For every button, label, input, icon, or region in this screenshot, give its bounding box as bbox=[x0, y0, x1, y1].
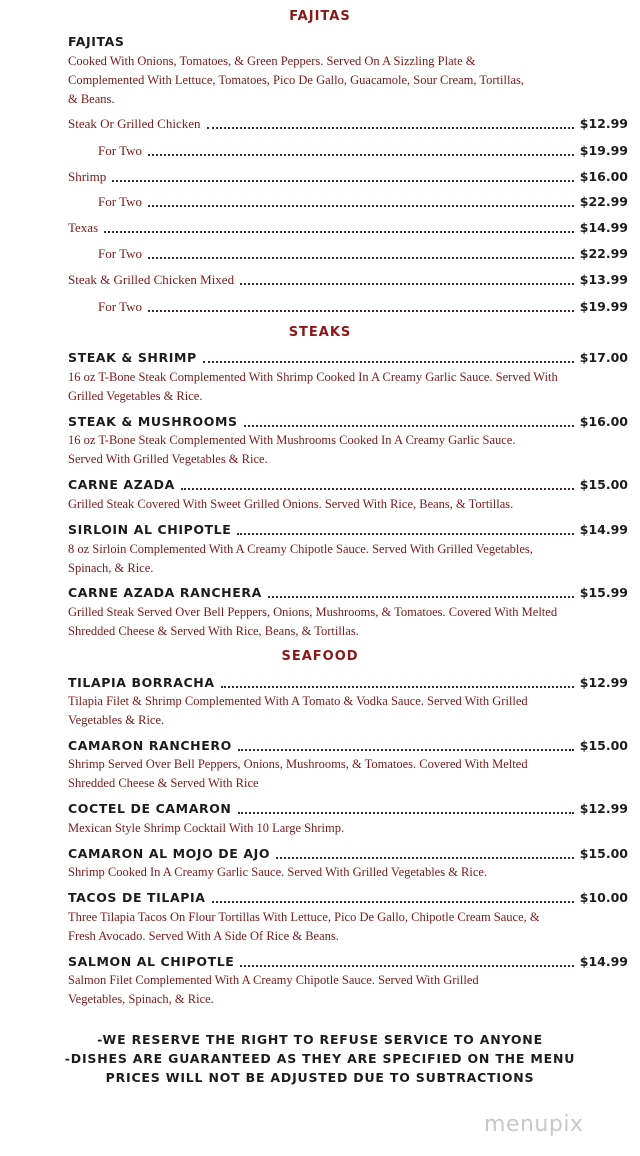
menu-item bbox=[68, 953, 628, 971]
menu-item-price: $16.00 bbox=[579, 414, 628, 429]
menu-item bbox=[68, 737, 628, 755]
fajitas-line-price: $14.99 bbox=[579, 220, 628, 235]
fajitas-line bbox=[68, 168, 628, 186]
menu-item-name: CARNE AZADA bbox=[68, 477, 175, 492]
fajitas-line-name: Shrimp bbox=[68, 169, 107, 184]
menu-item-price: $14.99 bbox=[579, 522, 628, 537]
fajitas-line-name: Steak & Grilled Chicken Mixed bbox=[68, 272, 235, 287]
menu-item bbox=[68, 800, 628, 818]
dot-leader bbox=[268, 596, 574, 598]
fajitas-line bbox=[98, 193, 628, 211]
menu-item bbox=[68, 413, 628, 431]
menu-item-description: Salmon Filet Complemented With A Creamy Chipotle Sauce. Served With Grilled Vegetables, Spinach, & Rice. bbox=[68, 973, 479, 1006]
menu-item bbox=[68, 674, 628, 692]
menu-item-description: Grilled Steak Covered With Sweet Grilled Onions. Served With Rice, Beans, & Tortillas. bbox=[68, 497, 514, 511]
menu-item bbox=[68, 521, 628, 539]
menu-item bbox=[68, 476, 628, 494]
dot-leader bbox=[276, 857, 574, 859]
fajitas-line-name: Steak Or Grilled Chicken bbox=[68, 116, 201, 131]
steaks-section-title: STEAKS bbox=[288, 325, 352, 340]
fajitas-header: FAJITAS bbox=[68, 34, 125, 49]
policy-notes bbox=[0, 1030, 640, 1087]
menu-item bbox=[68, 349, 628, 367]
fajitas-line bbox=[68, 271, 628, 289]
menu-item-name: STEAK & SHRIMP bbox=[68, 350, 197, 365]
seafood-section-title: SEAFOOD bbox=[281, 649, 359, 664]
dot-leader bbox=[181, 488, 574, 490]
menu-item-name: TACOS DE TILAPIA bbox=[68, 890, 206, 905]
fajitas-line-name: Texas bbox=[68, 220, 99, 235]
menu-item bbox=[68, 584, 628, 602]
menu-item-description: Shrimp Served Over Bell Peppers, Onions, Mushrooms, & Tomatoes. Covered With Melted Shredded Cheese & Served With Rice bbox=[68, 757, 528, 790]
fajitas-line-price: $22.99 bbox=[579, 246, 628, 261]
dot-leader bbox=[148, 154, 574, 156]
fajitas-line bbox=[68, 115, 628, 133]
menu-item-description: Grilled Steak Served Over Bell Peppers, Onions, Mushrooms, & Tomatoes. Covered With Melted Shredded Cheese & Served With Rice, Beans, & Tortillas. bbox=[68, 605, 558, 638]
fajitas-section-title: FAJITAS bbox=[289, 9, 351, 24]
menupix-watermark: menupix bbox=[484, 1112, 584, 1137]
menu-item-price: $14.99 bbox=[579, 954, 628, 969]
menu-item-description: Mexican Style Shrimp Cocktail With 10 Large Shrimp. bbox=[68, 821, 345, 835]
fajitas-line-name: For Two bbox=[98, 246, 142, 261]
fajitas-line-price: $12.99 bbox=[579, 116, 628, 131]
menu-item-description: Three Tilapia Tacos On Flour Tortillas With Lettuce, Pico De Gallo, Chipotle Cream Sauce, & Fresh Avocado. Served With A Side Of Rice & Beans. bbox=[68, 910, 540, 943]
dot-leader bbox=[203, 361, 574, 363]
menu-item-name: COCTEL DE CAMARON bbox=[68, 801, 232, 816]
menu-item-name: CARNE AZADA RANCHERA bbox=[68, 585, 262, 600]
menu-item-name: SALMON AL CHIPOTLE bbox=[68, 954, 235, 969]
menu-item-price: $15.00 bbox=[579, 738, 628, 753]
fajitas-line-name: For Two bbox=[98, 194, 142, 209]
dot-leader bbox=[238, 749, 574, 751]
menu-item-price: $15.00 bbox=[579, 477, 628, 492]
dot-leader bbox=[240, 283, 574, 285]
fajitas-line bbox=[98, 298, 628, 316]
dot-leader bbox=[207, 127, 574, 129]
menu-item bbox=[68, 845, 628, 863]
fajitas-line-price: $22.99 bbox=[579, 194, 628, 209]
menu-item-price: $15.99 bbox=[579, 585, 628, 600]
policy-note: -DISHES ARE GUARANTEED AS THEY ARE SPECIFIED ON THE MENU bbox=[64, 1051, 576, 1066]
menu-item-price: $12.99 bbox=[579, 675, 628, 690]
menu-item-name: TILAPIA BORRACHA bbox=[68, 675, 215, 690]
dot-leader bbox=[104, 231, 574, 233]
dot-leader bbox=[148, 310, 574, 312]
fajitas-line-name: For Two bbox=[98, 299, 142, 314]
fajitas-line-name: For Two bbox=[98, 143, 142, 158]
fajitas-line-price: $13.99 bbox=[579, 272, 628, 287]
fajitas-line-price: $16.00 bbox=[579, 169, 628, 184]
menu-item-name: CAMARON RANCHERO bbox=[68, 738, 232, 753]
fajitas-line bbox=[98, 245, 628, 263]
menu-item-description: 16 oz T-Bone Steak Complemented With Shrimp Cooked In A Creamy Garlic Sauce. Served With Grilled Vegetables & Rice. bbox=[68, 370, 558, 403]
dot-leader bbox=[212, 901, 574, 903]
fajitas-line-price: $19.99 bbox=[579, 299, 628, 314]
menu-item-description: Shrimp Cooked In A Creamy Garlic Sauce. Served With Grilled Vegetables & Rice. bbox=[68, 865, 488, 879]
dot-leader bbox=[148, 257, 574, 259]
menu-item-price: $17.00 bbox=[579, 350, 628, 365]
menu-item-price: $12.99 bbox=[579, 801, 628, 816]
dot-leader bbox=[148, 205, 574, 207]
menu-item-name: STEAK & MUSHROOMS bbox=[68, 414, 238, 429]
menu-item-description: Tilapia Filet & Shrimp Complemented With A Tomato & Vodka Sauce. Served With Grilled Vegetables & Rice. bbox=[68, 694, 528, 727]
menu-item bbox=[68, 889, 628, 907]
fajitas-line-price: $19.99 bbox=[579, 143, 628, 158]
menu-item-name: CAMARON AL MOJO DE AJO bbox=[68, 846, 271, 861]
menu-item-price: $10.00 bbox=[579, 890, 628, 905]
dot-leader bbox=[221, 686, 574, 688]
menu-item-description: 8 oz Sirloin Complemented With A Creamy Chipotle Sauce. Served With Grilled Vegetables, Spinach, & Rice. bbox=[68, 542, 533, 575]
fajitas-description: Cooked With Onions, Tomatoes, & Green Peppers. Served On A Sizzling Plate & Complemented With Lettuce, Tomatoes, Pico De Gallo, Guacamole, Sour Cream, Tortillas, & Beans. bbox=[68, 54, 524, 106]
fajitas-line bbox=[98, 142, 628, 160]
policy-note: PRICES WILL NOT BE ADJUSTED DUE TO SUBTRACTIONS bbox=[105, 1070, 535, 1085]
dot-leader bbox=[237, 533, 573, 535]
dot-leader bbox=[244, 425, 574, 427]
dot-leader bbox=[240, 965, 573, 967]
menu-item-name: SIRLOIN AL CHIPOTLE bbox=[68, 522, 232, 537]
menu-item-description: 16 oz T-Bone Steak Complemented With Mushrooms Cooked In A Creamy Garlic Sauce. Served With Grilled Vegetables & Rice. bbox=[68, 433, 516, 466]
policy-note: -WE RESERVE THE RIGHT TO REFUSE SERVICE TO ANYONE bbox=[97, 1032, 543, 1047]
menu-item-price: $15.00 bbox=[579, 846, 628, 861]
dot-leader bbox=[238, 812, 574, 814]
dot-leader bbox=[112, 180, 573, 182]
fajitas-line bbox=[68, 219, 628, 237]
